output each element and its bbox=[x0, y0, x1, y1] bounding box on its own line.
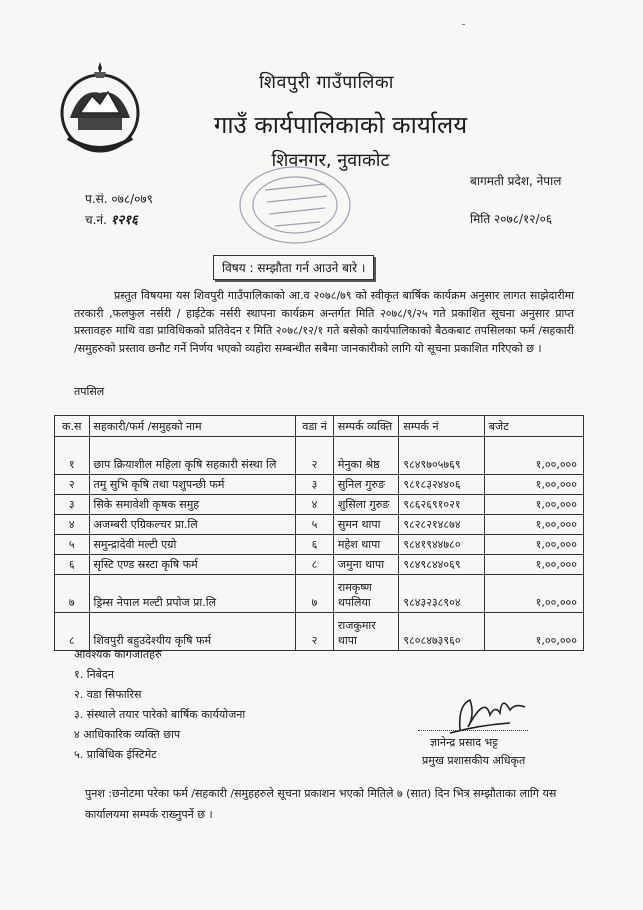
cell-phone: ९८४९७०५७६९ bbox=[399, 437, 484, 475]
cell-budget: १,००,००० bbox=[484, 515, 583, 535]
document-item: १. निबेदन bbox=[74, 668, 114, 681]
document-item: ५. प्राबिधिक ईस्टिमेट bbox=[74, 748, 157, 761]
cell-person: रामकृष्ण थपलिया bbox=[333, 575, 398, 613]
cell-budget: १,००,००० bbox=[484, 555, 583, 575]
cell-budget: १,००,००० bbox=[484, 495, 583, 515]
cell-ward: ५ bbox=[296, 515, 334, 535]
cell-person: जमुना थापा bbox=[333, 555, 398, 575]
cell-ward: २ bbox=[296, 437, 334, 475]
letter-date: मिति २०७८/१२/०६ bbox=[470, 212, 553, 226]
cell-sn: २ bbox=[55, 475, 90, 495]
cell-name: छाप क्रियाशील महिला कृषि सहकारी संस्था लि bbox=[89, 437, 296, 475]
cell-sn: ८ bbox=[55, 613, 90, 651]
office-title: गाउँ कार्यपालिकाको कार्यालय bbox=[213, 111, 468, 139]
table-header-row bbox=[55, 416, 584, 437]
cell-phone: ९८०८४७३९६० bbox=[399, 613, 484, 651]
municipality-name: शिवपुरी गाउँपालिका bbox=[259, 72, 394, 93]
signatory-post: प्रमुख प्रशासकीय अधिकृत bbox=[422, 754, 526, 767]
scan-mark: ـ bbox=[462, 17, 465, 28]
cell-name: शिवपुरी बहुउदेश्यीय कृषि फर्म bbox=[89, 613, 296, 651]
cell-phone: ९८४१९४४७८० bbox=[399, 535, 484, 555]
signature-line bbox=[418, 730, 528, 731]
office-address: शिवनगर, नुवाकोट bbox=[271, 150, 390, 171]
cell-ward: ४ bbox=[296, 495, 334, 515]
cell-person: मेनुका श्रेष्ठ bbox=[333, 437, 398, 475]
cell-ward: २ bbox=[296, 613, 334, 651]
cell-budget: १,००,००० bbox=[484, 613, 583, 651]
cell-ward: ६ bbox=[296, 535, 334, 555]
province-label: बागमती प्रदेश, नेपाल bbox=[470, 174, 562, 188]
col-name-header: सहकारी/फर्म /समुहको नाम bbox=[89, 416, 296, 437]
table-row bbox=[55, 575, 584, 613]
col-ward-header: वडा नं bbox=[296, 416, 334, 437]
table-row bbox=[55, 437, 584, 475]
cell-sn: ५ bbox=[55, 535, 90, 555]
cell-name: सृस्टि एण्ड स्रस्टा कृषि फर्म bbox=[89, 555, 296, 575]
cell-name: सिके समावेशी कृषक समुह bbox=[89, 495, 296, 515]
cell-sn: ६ bbox=[55, 555, 90, 575]
table-row bbox=[55, 535, 584, 555]
signature-icon bbox=[440, 685, 540, 740]
details-heading: तपसिल bbox=[74, 385, 105, 398]
office-stamp-icon bbox=[235, 160, 355, 250]
cell-phone: ९८२८२१४८७४ bbox=[399, 515, 484, 535]
cell-budget: १,००,००० bbox=[484, 575, 583, 613]
cell-budget: १,००,००० bbox=[484, 437, 583, 475]
required-documents bbox=[74, 645, 245, 765]
cell-name: तमु सुभि कृषि तथा पशुपन्छी फर्म bbox=[89, 475, 296, 495]
footer-note: पुनश :छनोटमा परेका फर्म /सहकारी /समुहहरुले सूचना प्रकाशन भएको मितिले ७ (सात) दिन भित्र सम्झौताका लागि यस कार्यालयमा सम्पर्क राख्नुपर्ने छ । bbox=[85, 787, 557, 821]
col-sn-header: क.स bbox=[55, 416, 90, 437]
table-row bbox=[55, 515, 584, 535]
table-row bbox=[55, 495, 584, 515]
cell-budget: १,००,००० bbox=[484, 535, 583, 555]
table-row bbox=[55, 475, 584, 495]
body-paragraph: प्रस्तुत विषयमा यस शिवपुरी गाउँपालिकाको आ.व २०७८/७९ को स्वीकृत बार्षिक कार्यक्रम अनुसार लागत साझेदारीमा तरकारी ,फलफुल नर्सरी / हाईटेक नर्सरी स्थापना कार्यक्रम अन्तर्गत मिति २०७८/९/२५ गते प्रकाशित सूचना अनुसार प्राप्त प्रस्तावहरु माथि वडा प्राविधिकको प्रतिवेदन र मिति २०७८/१२/१ गते बसेको कार्यपालिकाको बैठकबाट तपसिलका फर्म /सहकारी /समुहरुको प्रस्ताव छनौट गर्ने निर्णय भएको व्यहोरा सम्बन्धीत सबैमा जानकारीको लागि यो सूचना प्रकाशित गरिएको छ । bbox=[74, 289, 574, 355]
selection-table bbox=[54, 415, 584, 651]
cell-ward: ८ bbox=[296, 555, 334, 575]
cell-person: महेश थापा bbox=[333, 535, 398, 555]
dispatch-label: च.नं. bbox=[85, 213, 107, 227]
cell-name: अजम्बरी एग्रिकल्चर प्रा.लि bbox=[89, 515, 296, 535]
table-row bbox=[55, 555, 584, 575]
cell-ward: ३ bbox=[296, 475, 334, 495]
cell-person: शुसिला गुरुङ bbox=[333, 495, 398, 515]
col-phone-header: सम्पर्क नं bbox=[399, 416, 484, 437]
col-person-header: सम्पर्क व्यक्ति bbox=[333, 416, 398, 437]
cell-phone: ९८४९८४४०६९ bbox=[399, 555, 484, 575]
document-item: २. वडा सिफारिस bbox=[74, 688, 142, 701]
cell-sn: १ bbox=[55, 437, 90, 475]
cell-phone: ९८४३२३८९०४ bbox=[399, 575, 484, 613]
cell-person: सुमन थापा bbox=[333, 515, 398, 535]
document-item: ३. संस्थाले तयार पारेको बार्षिक कार्ययोजना bbox=[74, 708, 246, 721]
signatory-name: ज्ञानेन्द्र प्रसाद भट्ट bbox=[430, 736, 498, 749]
cell-sn: ३ bbox=[55, 495, 90, 515]
dispatch-value: १२१६ bbox=[110, 213, 138, 228]
subject-line: विषय : सम्झौता गर्न आउने बारे । bbox=[213, 255, 374, 280]
dispatch-number bbox=[85, 210, 138, 228]
cell-person: राजकुमार थापा bbox=[333, 613, 398, 651]
cell-name: समुन्द्रादेवी मल्टी एग्रो bbox=[89, 535, 296, 555]
cell-phone: ९८६२६९१०२१ bbox=[399, 495, 484, 515]
cell-sn: ७ bbox=[55, 575, 90, 613]
cell-budget: १,००,००० bbox=[484, 475, 583, 495]
cell-ward: ७ bbox=[296, 575, 334, 613]
cell-person: सुनिल गुरुङ bbox=[333, 475, 398, 495]
cell-phone: ९८१८३२४४०६ bbox=[399, 475, 484, 495]
col-budget-header: बजेट bbox=[484, 416, 583, 437]
reference-number: प.सं. ०७८/०७९ bbox=[85, 192, 153, 206]
cell-sn: ४ bbox=[55, 515, 90, 535]
document-item: ४ आधिकारिक व्यक्ति छाप bbox=[74, 728, 181, 741]
cell-name: ड्रिम्स नेपाल मल्टी प्रपोज प्रा.लि bbox=[89, 575, 296, 613]
documents-title: आवश्यक कागजातहरु bbox=[74, 648, 162, 661]
